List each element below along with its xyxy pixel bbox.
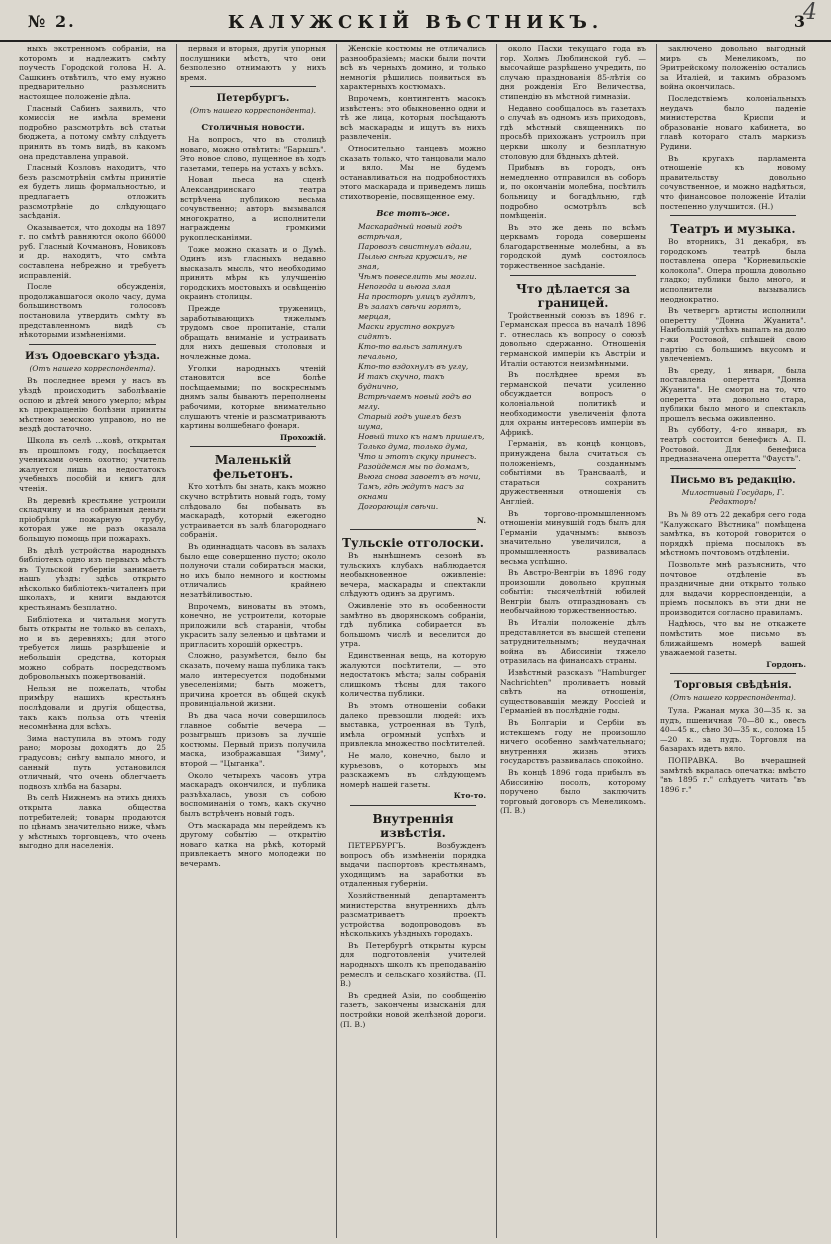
handwritten-page-mark: 4 (803, 0, 817, 25)
poem-line: Разойдемся мы по домамъ, (358, 461, 470, 471)
paragraph: ПЕТЕРБУРГЪ. Возбужденъ вопросъ объ измѣненіи порядка выдачи паспортовъ крестьянамъ, уходящимъ на заработки въ отдаленныя губерніи. (340, 840, 486, 889)
divider (510, 275, 636, 276)
poem-line: Встрѣчаемъ новый годъ во мглу. (358, 391, 472, 411)
paragraph: Женскіе костюмы не отличались разнообразіемъ; маски были почти всѣ въ черныхъ домино, и только немногія рѣшились появиться въ характерныхъ костюмахъ. (340, 44, 486, 92)
paragraph: Библіотека и читальня могутъ быть открыты не только въ селахъ, но и въ деревняхъ; для этого требуется лишь разрѣшеніе и небольшія средства, которыя можно собрать посредствомъ добровольныхъ пожертвованій. (19, 614, 166, 682)
paragraph: Въ два часа ночи совершилось главное событіе вечера — розыгрышъ призовъ за лучшіе костюмы. Первый призъ получила маска, изображавшая "Зиму", второй — "Цыганка". (180, 711, 326, 768)
section-heading: Изъ Одоевскаго уѣзда. (25, 350, 160, 362)
paragraph: Въ Болгаріи и Сербіи въ истекшемъ году не произошло ничего особенно замѣчательнаго; внутренняя жизнь этихъ государствъ развивалась спокойно. (500, 718, 646, 766)
paragraph: Недавно сообщалось въ газетахъ о случаѣ въ одномъ изъ приходовъ, гдѣ мѣстный священникъ по просьбѣ прихожанъ устроилъ при церкви школу и безплатную столовую для бѣдныхъ дѣтей. (500, 103, 646, 161)
paragraph: Нельзя не пожелать, чтобы примѣру нашихъ крестьянъ послѣдовали и другія общества, такъ какъ польза отъ чтенія несомнѣнна для всѣхъ. (19, 683, 166, 732)
poem-line: Пылью снѣга кружилъ, не зная, (358, 251, 468, 271)
section-heading: Столичныя новости. (201, 122, 305, 133)
paragraph: Въ Петербургѣ открыты курсы для подготовленія учителей народныхъ школъ къ преподаванію ремеслъ и сельскаго хозяйства. (П. В.) (340, 940, 486, 989)
paragraph: Не мало, конечно, было и курьезовъ, о которыхъ мы разскажемъ въ слѣдующемъ номерѣ нашей газеты. (340, 750, 486, 789)
poem-line: Кто-то вальсъ затянулъ печально, (358, 341, 463, 361)
masthead (0, 0, 831, 42)
paragraph: Уголки народныхъ чтеній становятся все болѣе посѣщаемыми; по воскреснымъ днямъ залы бываютъ переполнены рабочими, которые внимательно слушаютъ чтеніе и разсматриваютъ картины волшебнаго фонаря. (180, 363, 326, 431)
column-2 (176, 44, 329, 1238)
paragraph: Въ средней Азіи, по сообщенію газетъ, закончены изысканія для постройки новой желѣзной дороги. (П. В.) (340, 990, 486, 1029)
paragraph: Въ четвергъ артисты исполнили оперетту "Донна Жуанита". Наибольшій успѣхъ выпалъ на долю г-жи Ростовой, спѣвшей свою партію съ большимъ вкусомъ и увлеченіемъ. (660, 306, 806, 364)
paragraph: После обсужденія, продолжавшагося около часу, дума большинствомъ голосовъ постановила утвердить смѣту въ представленномъ видѣ съ нѣкоторыми измѣненіями. (19, 282, 166, 340)
paragraph: Тоже можно сказать и о Думѣ. Одинъ изъ гласныхъ недавно высказалъ мысль, что необходимо принять мѣры къ улучшенію городскихъ мостовыхъ и освѣщенію окраинъ столицы. (180, 244, 326, 302)
paragraph: Въ концѣ 1896 года прибылъ въ Абиссинію посолъ, которому поручено было заключить торговый договоръ съ Менеликомъ. (П. В.) (500, 767, 646, 816)
paragraph: Школа въ селѣ ...ковѣ, открытая въ прошломъ году, посѣщается учениками очень охотно; учитель жалуется лишь на недостатокъ учебныхъ пособій и книгъ для чтенія. (19, 435, 166, 493)
paragraph: Тула. Ржаная мука 30—35 к. за пудъ, пшеничная 70—80 к., овесъ 40—45 к., сѣно 30—35 к., солома 15—20 к. за пудъ. Торговля на базарахъ идетъ вяло. (660, 706, 806, 754)
poem-line: Догорающія свѣчи. (358, 501, 439, 511)
paragraph: Въ дѣлѣ устройства народныхъ библіотекъ одно изъ первыхъ мѣстъ въ Тульской губерніи занимаетъ нашъ уѣздъ: здѣсь открыто нѣсколько библіотекъ-читаленъ при школахъ, и книги выдаются крестьянамъ безплатно. (19, 545, 166, 613)
paragraph: Хозяйственный департаментъ министерства внутреннихъ дѣлъ разсматриваетъ проектъ устройства водопроводовъ въ нѣсколькихъ уѣздныхъ городахъ. (340, 890, 486, 939)
paragraph: Надѣюсь, что вы не откажете помѣстить мое письмо въ ближайшемъ номерѣ вашей уважаемой газеты. (660, 619, 806, 658)
poem-line: Кто-то вздохнулъ въ углу, (358, 361, 469, 371)
poem-line: Вьюга снова завоетъ въ ночи, (358, 471, 481, 481)
paragraph: Въ послѣднее время въ германской печати усиленно обсуждается вопросъ о колоніальной политикѣ и необходимости увеличенія флота для охраны интересовъ имперіи въ Африкѣ. (500, 370, 646, 437)
section-heading: Тульскіе отголоски. (342, 536, 484, 551)
paragraph: Единственная вещь, на которую жалуются посѣтители, — это недостатокъ мѣста; залы собранія слишкомъ тѣсны для такого количества публики. (340, 651, 486, 699)
poem-line: Новый тихо къ намъ пришелъ, (358, 431, 485, 441)
paragraph: около Пасхи текущаго года въ гор. Холмъ Люблинской губ. — высочайше разрѣшено учредить, по случаю празднованія 85-лѣтія со дня рожденія Его Величества, стипендію въ мѣстной гимназіи. (500, 44, 646, 101)
paragraph: Позвольте мнѣ разъяснить, что почтовое отдѣленіе въ праздничные дни открыто только для выдачи корреспонденціи, а пріемъ посылокъ въ эти дни не производится согласно правиламъ. (660, 559, 806, 617)
paragraph: Въ торгово-промышленномъ отношеніи минувшій годъ былъ для Германіи удачнымъ: вывозъ значительно увеличился, а промышленность развивалась весьма успѣшно. (500, 508, 646, 566)
poem-line: Маскарадный новый годъ встрѣчая, (358, 221, 463, 241)
paragraph: Оживленіе это въ особенности замѣтно въ дворянскомъ собраніи, гдѣ публика собирается въ большомъ числѣ и веселится до утра. (340, 601, 486, 649)
paragraph: первыя и вторыя, другія упорныя послушники мѣстъ, что они безполезно отнимаютъ у нихъ время. (180, 44, 326, 82)
paragraph: Около четырехъ часовъ утра маскарадъ окончился, и публика разъѣхалась, увозя съ собою воспоминанія о томъ, какъ скучно былъ встрѣченъ новый годъ. (180, 770, 326, 818)
section-heading: Письмо въ редакцію. (670, 474, 796, 486)
divider (350, 805, 476, 806)
signature: Гордонъ. (766, 659, 806, 669)
signature: Кто-то. (453, 791, 486, 801)
poem-line: Чѣмъ повеселить мы могли. (358, 271, 477, 281)
paragraph: Оказывается, что доходы на 1897 г. по смѣтѣ равняются около 66000 руб. Гласный Кочмановъ, Новиковъ и др. находятъ, что смѣта составлена небрежно и требуетъ исправленій. (19, 222, 166, 280)
paragraph: Въ деревнѣ крестьяне устроили складчину и на собранныя деньги пріобрѣли пожарную трубу, которая уже не разъ оказала большую помощь при пожарахъ. (19, 495, 166, 543)
paragraph: Въ Австро-Венгріи въ 1896 году произошли довольно крупныя событія: тысячелѣтній юбилей Венгріи былъ отпразднованъ съ необычайною торжественностью. (500, 568, 646, 616)
divider (29, 344, 156, 345)
signature: N. (476, 515, 486, 525)
column-4 (496, 44, 649, 1238)
section-subheading: (Отъ нашего корреспондента). (190, 106, 316, 116)
section-heading: Торговыя свѣдѣнія. (674, 680, 792, 692)
paragraph: Кто хотѣлъ бы знать, какъ можно скучно встрѣтить новый годъ, тому слѣдовало бы побывать въ маскарадѣ, который ежегодно устраивается въ залѣ благороднаго собранія. (180, 482, 326, 540)
paragraph: Во вторникъ, 31 декабря, въ городскомъ театрѣ была поставлена опера "Корневильскіе колокола". Опера прошла довольно гладко; публики было много, и исполнители вызывались неоднократно. (660, 237, 806, 304)
paragraph: Въ последнее время у насъ въ уѣздѣ происходитъ заболѣваніе оспою и дѣтей много умерло; мѣры къ прекращенію болѣзни приняты мѣстною земскою управою, но не вездѣ достаточно. (19, 376, 166, 434)
divider (190, 446, 316, 447)
paragraph: ныхъ экстренномъ собраніи, на которомъ и надлежитъ смѣту поучесть Городской голова Н. А. Сашкинъ отвѣтилъ, что ему нужно предварительно разъяснить настоящее положеніе дѣла. (19, 44, 166, 101)
poem-line: Непогода и вьюга злая (358, 281, 451, 291)
poem-line: Что и этотъ скуку принесъ. (358, 451, 477, 461)
paragraph: Последствіемъ колоніальныхъ неудачъ было паденіе министерства Криспи и образованіе новаго кабинета, во главѣ котораго сталъ маркизъ Рудини. (660, 93, 806, 151)
section-heading: Маленькій фельетонъ. (212, 453, 294, 482)
paragraph: Въ среду, 1 января, была поставлена оперетта "Донна Жуанита". Не смотря на то, что оперетта эта довольно стара, публики было много и спектакль прошелъ весьма оживленно. (660, 365, 806, 423)
section-subheading: (Отъ нашего корреспондента). (29, 363, 156, 373)
paragraph: Относительно танцевъ можно сказать только, что танцовали мало и вяло. Мы не будемъ останавливаться на подробностяхъ этого маскарада и приведемъ лишь стихотвореніе, посвященное ему. (340, 143, 486, 201)
paragraph: Извѣстный разсказъ "Hamburger Nachrichten" проливаетъ новый свѣтъ на отношенія, существовавшія между Россіей и Германіей въ послѣдніе годы. (500, 668, 646, 716)
section-heading: Внутреннія извѣстія. (372, 811, 454, 840)
paragraph: Гласный Козловъ находитъ, что безъ разсмотрѣнія смѣты принятіе ея будетъ лишь формальностью, и предлагаетъ отложить разсмотрѣніе до слѣдующаго засѣданія. (19, 163, 166, 221)
paragraph: Въ этомъ отношеніи собаки далеко превзошли людей: ихъ выставка, устроенная въ Тулѣ, имѣла огромный успѣхъ и привлекла множество посѣтителей. (340, 701, 486, 749)
poem-line: Старый годъ ушелъ безъ шума, (358, 411, 462, 431)
paragraph: Впрочемъ, контингентъ масокъ извѣстенъ: это обыкновенно одни и тѣ же лица, которыя посѣщаютъ всѣ маскарады и ищутъ въ нихъ развлеченія. (340, 93, 486, 142)
paragraph: Новая пьеса на сценѣ Александринскаго театра встрѣчена публикою весьма сочувственно; авторъ вызывался многократно, а исполнители награждены громкими рукоплесканіями. (180, 175, 326, 242)
paragraph: Въ кругахъ парламента отношеніе къ новому правительству довольно сочувственное, и можно надѣяться, что финансовое положеніе Италіи постепенно улучшится. (Н.) (660, 153, 806, 211)
page-number: 3 (793, 12, 805, 31)
poem-line: Паровозъ свистнулъ вдали, (358, 241, 472, 251)
paragraph: Въ селѣ Нижнемъ на этихъ дняхъ открыта лавка общества потребителей; товары продаются по цѣнамъ значительно ниже, чѣмъ у мѣстныхъ торговцевъ, что очень выгодно для населенія. (19, 793, 166, 851)
column-1 (16, 44, 169, 1238)
paragraph: Въ № 89 отъ 22 декабря сего года "Калужскаго Вѣстника" помѣщена замѣтка, въ которой говорится о порядкѣ пріема посылокъ въ мѣстномъ почтовомъ отдѣленіи. (660, 509, 806, 558)
paragraph: Сложно, разумѣется, было бы сказать, почему наша публика такъ мало интересуется подобными увеселеніями; быть можетъ, причина кроется въ общей скукѣ провинціальной жизни. (180, 651, 326, 709)
section-subheading: (Отъ нашего корреспондента). (670, 693, 796, 703)
paragraph: Въ Италіи положеніе дѣлъ представляется въ высшей степени затруднительнымъ; неудачная война въ Абиссиніи тяжело отразилась на финансахъ страны. (500, 618, 646, 666)
paragraph: Въ это же день по всѣмъ церквамъ города совершены благодарственные молебны, а въ городской думѣ состоялось торжественное засѣданіе. (500, 222, 646, 271)
poem-title: Все тотъ-же. (376, 208, 450, 219)
divider (670, 215, 796, 216)
column-3 (336, 44, 489, 1238)
paragraph: Въ одиннадцать часовъ въ залахъ было еще совершенно пусто; около полуночи стали собираться маски, но ихъ было немного и костюмы отличались крайнею незатѣйливостью. (180, 541, 326, 599)
paragraph: Тройственный союзъ въ 1896 г. Германская пресса въ началѣ 1896 г. отнеслась къ вопросу о союзѣ довольно сдержанно. Отношенія германской имперіи къ Австріи и Италіи остаются неизмѣнными. (500, 310, 646, 368)
divider (670, 468, 796, 469)
section-heading: Что дѣлается за границей. (515, 281, 631, 310)
paragraph: Въ субботу, 4-го января, въ театрѣ состоится бенефисъ А. П. Ростовой. Для бенефиса предназначена оперетта "Фаустъ". (660, 425, 806, 464)
column-5 (656, 44, 809, 1238)
section-heading: Петербургъ. (216, 93, 290, 105)
paragraph: Прибывъ въ городъ, онъ немедленно отправился въ соборъ и, по окончаніи молебна, посѣтилъ больницу и богадѣльню, гдѣ подробно осмотрѣлъ всѣ помѣщенія. (500, 163, 646, 221)
newspaper-title: КАЛУЖСКІЙ ВѢСТНИКЪ. (227, 12, 604, 33)
paragraph: На вопросъ, что въ столицѣ новаго, можно отвѣтить: "Барышъ". Это новое слово, пущенное въ ходъ газетами, теперь на устахъ у всѣхъ. (180, 134, 326, 173)
poem-line: На просторѣ улицъ гудятъ, (358, 291, 476, 301)
paragraph: Гласный Сабинъ заявилъ, что комиссія не имѣла времени подробно разсмотрѣть всѣ статьи бюджета, а потому смѣту слѣдуетъ принять въ томъ видѣ, въ какомъ она представлена управой. (19, 103, 166, 161)
poem-line: Маски грустно вокругъ сидятъ. (358, 321, 455, 341)
poem (340, 222, 486, 512)
paragraph: Въ нынѣшнемъ сезонѣ въ тульскихъ клубахъ наблюдается необыкновенное оживленіе: вечера, маскарады и спектакли слѣдуютъ одинъ за другимъ. (340, 551, 486, 599)
paragraph: ПОПРАВКА. Во вчерашней замѣткѣ вкралась опечатка: вмѣсто "въ 1895 г." слѣдуетъ читать "въ 1896 г." (660, 756, 806, 794)
divider (670, 673, 796, 674)
poem-line: Только дума, только дума, (358, 441, 468, 451)
poem-line: Въ залахъ свѣчи горятъ, мерцая, (358, 301, 462, 321)
paragraph: Германія, въ концѣ концовъ, принуждена была считаться съ положеніемъ, созданнымъ событіями въ Трансваалѣ, и стараться сохранить дружественныя отношенія съ Англіей. (500, 439, 646, 506)
issue-number: № 2. (28, 12, 76, 31)
paragraph: Отъ маскарада мы перейдемъ къ другому событію — открытію новаго катка на рѣкѣ, который привлекаетъ много молодежи по вечерамъ. (180, 820, 326, 868)
paragraph: Прежде труженицъ, заработывающихъ тяжелымъ трудомъ свое пропитаніе, стали обращать вниманіе и устраивать для нихъ дешевыя столовыя и ночлежные дома. (180, 304, 326, 362)
section-heading: Театръ и музыка. (670, 222, 796, 237)
paragraph: заключено довольно выгодный миръ съ Менеликомъ, по Эритрейскому положенію остались за Италіей, и такимъ образомъ война окончилась. (660, 44, 806, 92)
signature: Прохожій. (280, 432, 326, 442)
poem-line: И такъ скучно, такъ буднично, (358, 371, 445, 391)
poem-line: Тамъ, гдѣ ждутъ насъ за окнами (358, 481, 464, 501)
divider (190, 86, 316, 87)
letter-salutation: Милостивый Государь, Г. Редакторъ! (681, 487, 785, 507)
paragraph: Зима наступила въ этомъ году рано; морозы доходятъ до 25 градусовъ; снѣгу выпало много, и санный путь установился отличный, что очень облегчаетъ подвозъ хлѣба на базары. (19, 733, 166, 791)
divider (350, 529, 476, 530)
columns (16, 44, 816, 1238)
paragraph: Впрочемъ, виноваты въ этомъ, конечно, не устроители, которые приложили всѣ старанія, чтобы украсить залу зеленью и цвѣтами и пригласить хорошій оркестръ. (180, 601, 326, 649)
